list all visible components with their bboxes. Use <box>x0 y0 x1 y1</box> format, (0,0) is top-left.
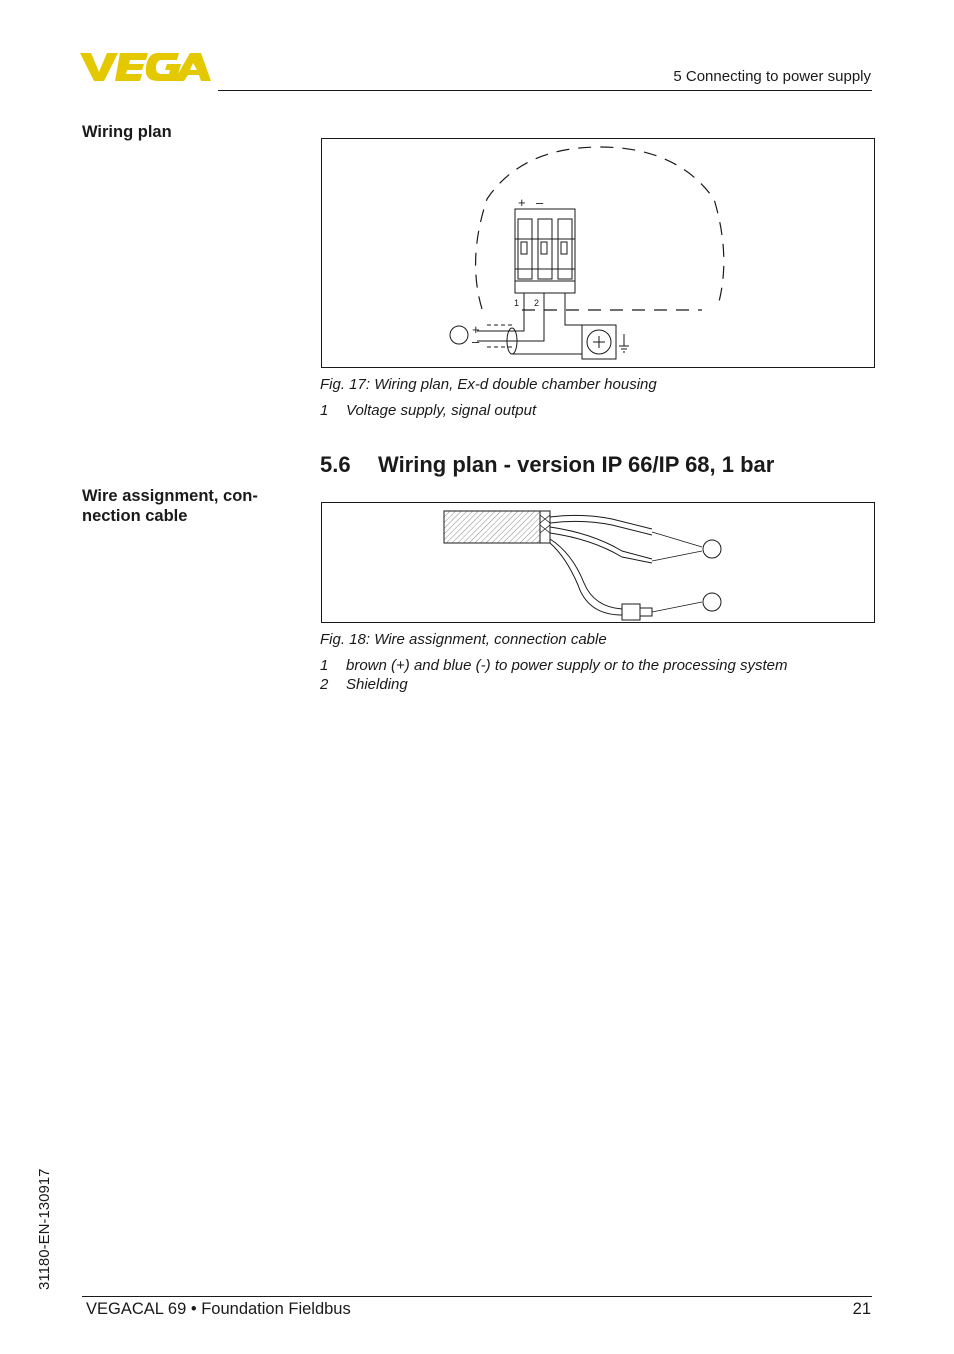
terminal-2-label: 2 <box>534 298 540 308</box>
figure-wiring-plan <box>321 138 875 368</box>
page-number: 21 <box>852 1300 871 1318</box>
callout-1-marker <box>703 540 721 558</box>
terminal-block <box>515 209 575 293</box>
shield-ferrule <box>622 604 652 620</box>
section-number: 5.6 <box>320 452 351 477</box>
terminal-1-label: 1 <box>514 298 520 308</box>
legend-text: brown (+) and blue (-) to power supply or to the processing system <box>346 657 788 674</box>
document-id: 31180-EN-130917 <box>36 1168 53 1290</box>
legend-item <box>320 675 408 694</box>
vega-logo <box>80 50 212 84</box>
wiring-diagram <box>322 139 874 367</box>
legend-text: Voltage supply, signal output <box>346 402 537 419</box>
header-rule <box>218 90 872 91</box>
section-title: Wiring plan - version IP 66/IP 68, 1 bar <box>378 452 775 477</box>
figure-18-caption: Fig. 18: Wire assignment, connection cable <box>320 631 607 648</box>
callout-2-marker <box>703 593 721 611</box>
cable-diagram <box>322 503 874 622</box>
figure-wire-assignment <box>321 502 875 623</box>
housing-outline <box>476 147 724 309</box>
terminal-minus-label: – <box>536 195 544 210</box>
legend-item <box>320 656 787 675</box>
legend-number: 1 <box>320 402 329 419</box>
supply-minus-label: – <box>472 334 480 349</box>
wire-assignment-label: Wire assignment, con- nection cable <box>82 487 258 525</box>
ground-terminal <box>582 325 629 359</box>
section-heading <box>320 452 774 478</box>
conductors <box>550 515 652 615</box>
legend-item <box>320 401 536 420</box>
chapter-heading: 5 Connecting to power supply <box>673 68 871 85</box>
legend-number: 2 <box>320 676 329 693</box>
cable-braid <box>540 511 550 543</box>
supply-plus-label: + <box>472 322 480 337</box>
wiring-plan-label: Wiring plan <box>82 123 172 141</box>
figure-17-caption: Fig. 17: Wiring plan, Ex-d double chamber housing <box>320 376 657 393</box>
footer-rule <box>82 1296 872 1297</box>
callout-1-marker <box>450 326 468 344</box>
terminal-plus-label: + <box>518 195 526 210</box>
footer-product: VEGACAL 69 • Foundation Fieldbus <box>86 1300 351 1318</box>
legend-text: Shielding <box>346 676 408 693</box>
supply-wires <box>477 293 584 354</box>
legend-number: 1 <box>320 657 329 674</box>
cable-jacket <box>444 511 540 543</box>
